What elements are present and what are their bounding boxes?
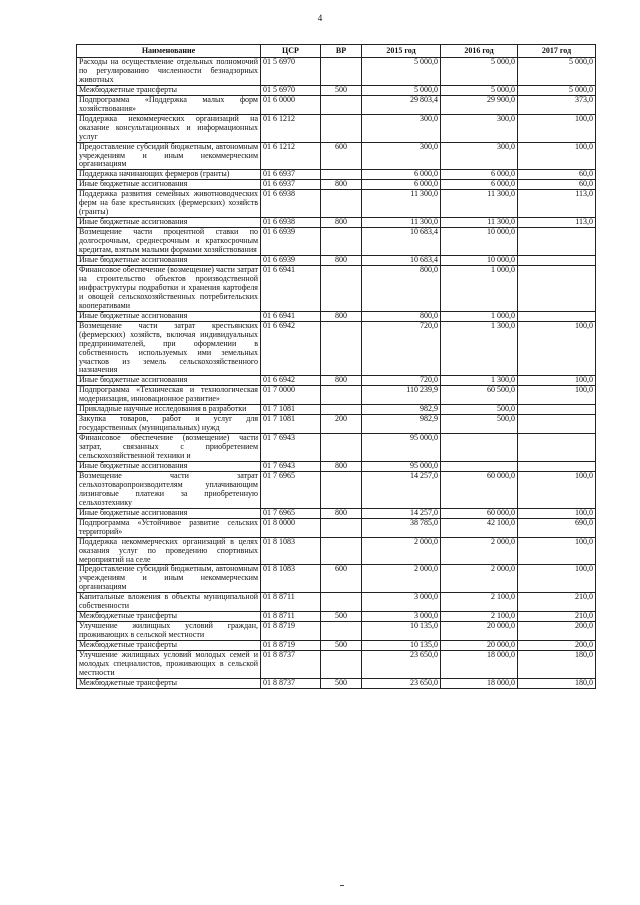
cell-2015: 3 000,0 <box>362 612 441 622</box>
cell-2017: 180,0 <box>518 651 596 679</box>
cell-2015: 6 000,0 <box>362 170 441 180</box>
cell-2015: 300,0 <box>362 114 441 142</box>
cell-name: Возмещение части процентной ставки по долгосрочным, среднесрочным и краткосрочным кредитам, взятым малыми формами хозяйствования <box>77 228 261 256</box>
table-row <box>77 376 596 386</box>
table-row <box>77 565 596 593</box>
cell-vr: 200 <box>321 415 362 434</box>
cell-name: Предоставление субсидий бюджетным, автономным учреждениям и иным некоммерческим организациям <box>77 565 261 593</box>
cell-2015: 110 239,9 <box>362 386 441 405</box>
cell-name: Капитальные вложения в объекты муниципальной собственности <box>77 593 261 612</box>
cell-2015: 6 000,0 <box>362 180 441 190</box>
table-row <box>77 218 596 228</box>
table-row <box>77 405 596 415</box>
cell-2017 <box>518 228 596 256</box>
cell-2017 <box>518 434 596 462</box>
cell-2015: 5 000,0 <box>362 58 441 86</box>
table-row <box>77 321 596 376</box>
cell-2016: 10 000,0 <box>441 256 518 266</box>
table-header-row <box>77 45 596 58</box>
cell-name: Предоставление субсидий бюджетным, автономным учреждениям и иным некоммерческим организациям <box>77 142 261 170</box>
header-vr: ВР <box>321 45 362 58</box>
cell-vr <box>321 170 362 180</box>
cell-csr: 01 6 0000 <box>261 95 321 114</box>
cell-csr: 01 8 0000 <box>261 518 321 537</box>
cell-csr: 01 7 1081 <box>261 415 321 434</box>
cell-csr: 01 6 6938 <box>261 218 321 228</box>
cell-2016: 60 500,0 <box>441 386 518 405</box>
cell-2015: 2 000,0 <box>362 537 441 565</box>
table-row <box>77 142 596 170</box>
cell-vr <box>321 518 362 537</box>
cell-2017: 100,0 <box>518 565 596 593</box>
cell-2017: 373,0 <box>518 95 596 114</box>
cell-csr: 01 7 6943 <box>261 434 321 462</box>
cell-2015: 10 135,0 <box>362 641 441 651</box>
cell-2017: 100,0 <box>518 376 596 386</box>
cell-vr <box>321 622 362 641</box>
cell-2016: 300,0 <box>441 114 518 142</box>
cell-2015: 29 803,4 <box>362 95 441 114</box>
cell-2017: 180,0 <box>518 678 596 688</box>
cell-2016: 500,0 <box>441 405 518 415</box>
cell-vr: 600 <box>321 565 362 593</box>
cell-2017 <box>518 265 596 311</box>
cell-name: Поддержка развития семейных животноводческих ферм на базе крестьянских (фермерских) хозяйств (гранты) <box>77 190 261 218</box>
cell-name: Возмещение части затрат крестьянских (фермерских) хозяйств, включая индивидуальных предпринимателей, при оформлении в собственность используемых ими земельных участков из земель сельскохозяйственного назначения <box>77 321 261 376</box>
cell-csr: 01 6 6939 <box>261 228 321 256</box>
cell-csr: 01 7 6965 <box>261 471 321 508</box>
cell-2015: 11 300,0 <box>362 218 441 228</box>
cell-csr: 01 5 6970 <box>261 85 321 95</box>
cell-2015: 720,0 <box>362 321 441 376</box>
cell-name: Межбюджетные трансферты <box>77 641 261 651</box>
cell-2016: 2 100,0 <box>441 593 518 612</box>
cell-vr <box>321 95 362 114</box>
cell-name: Подпрограмма «Поддержка малых форм хозяйствования» <box>77 95 261 114</box>
cell-2017 <box>518 256 596 266</box>
cell-2015: 800,0 <box>362 265 441 311</box>
cell-vr <box>321 471 362 508</box>
cell-2015: 5 000,0 <box>362 85 441 95</box>
cell-vr <box>321 228 362 256</box>
cell-vr <box>321 265 362 311</box>
cell-name: Возмещение части затрат сельхозтоваропроизводителям уплачивающим лизинговые платежи за приобретенную сельхозтехнику <box>77 471 261 508</box>
cell-2015: 10 683,4 <box>362 228 441 256</box>
table-row <box>77 434 596 462</box>
table-row <box>77 537 596 565</box>
cell-2016: 500,0 <box>441 415 518 434</box>
cell-2016: 2 100,0 <box>441 612 518 622</box>
cell-2016: 20 000,0 <box>441 641 518 651</box>
table-body <box>77 58 596 689</box>
cell-name: Иные бюджетные ассигнования <box>77 376 261 386</box>
cell-2016: 1 300,0 <box>441 321 518 376</box>
cell-2016: 11 300,0 <box>441 190 518 218</box>
cell-2017: 100,0 <box>518 471 596 508</box>
cell-name: Улучшение жилищных условий граждан, проживающих в сельской местности <box>77 622 261 641</box>
cell-vr: 800 <box>321 256 362 266</box>
cell-2015: 800,0 <box>362 311 441 321</box>
cell-csr: 01 6 1212 <box>261 142 321 170</box>
cell-name: Финансовое обеспечение (возмещение) части затрат на строительство объектов производственной инфраструктуры подработки и хранения картофеля и овощей сельскохозяйственных потребительских кооперативами <box>77 265 261 311</box>
cell-2017 <box>518 405 596 415</box>
cell-2017: 100,0 <box>518 508 596 518</box>
cell-name: Подпрограмма «Техническая и технологическая модернизация, инновационное развитие» <box>77 386 261 405</box>
cell-2016: 18 000,0 <box>441 678 518 688</box>
cell-2016: 5 000,0 <box>441 58 518 86</box>
cell-name: Расходы на осуществление отдельных полномочий по регулированию численности безнадзорных животных <box>77 58 261 86</box>
cell-2016: 1 000,0 <box>441 311 518 321</box>
cell-2016: 300,0 <box>441 142 518 170</box>
cell-2017: 210,0 <box>518 612 596 622</box>
cell-name: Закупка товаров, работ и услуг для государственных (муниципальных) нужд <box>77 415 261 434</box>
cell-2017: 5 000,0 <box>518 58 596 86</box>
cell-name: Поддержка начинающих фермеров (гранты) <box>77 170 261 180</box>
cell-vr <box>321 321 362 376</box>
table-row <box>77 311 596 321</box>
table-row <box>77 508 596 518</box>
cell-csr: 01 6 6941 <box>261 311 321 321</box>
cell-2016 <box>441 461 518 471</box>
cell-vr: 500 <box>321 641 362 651</box>
cell-name: Иные бюджетные ассигнования <box>77 311 261 321</box>
cell-2016: 1 300,0 <box>441 376 518 386</box>
cell-2016: 60 000,0 <box>441 508 518 518</box>
cell-2017: 100,0 <box>518 114 596 142</box>
cell-vr: 500 <box>321 612 362 622</box>
cell-2015: 2 000,0 <box>362 565 441 593</box>
cell-2017: 200,0 <box>518 622 596 641</box>
cell-2015: 720,0 <box>362 376 441 386</box>
table-row <box>77 265 596 311</box>
cell-name: Межбюджетные трансферты <box>77 612 261 622</box>
cell-2016: 1 000,0 <box>441 265 518 311</box>
table-row <box>77 170 596 180</box>
cell-name: Иные бюджетные ассигнования <box>77 218 261 228</box>
table-row <box>77 518 596 537</box>
cell-2017: 60,0 <box>518 170 596 180</box>
table-row <box>77 58 596 86</box>
cell-name: Иные бюджетные ассигнования <box>77 461 261 471</box>
cell-name: Прикладные научные исследования в разработки <box>77 405 261 415</box>
cell-csr: 01 6 6941 <box>261 265 321 311</box>
cell-2017 <box>518 415 596 434</box>
cell-name: Иные бюджетные ассигнования <box>77 256 261 266</box>
cell-2015: 23 650,0 <box>362 678 441 688</box>
table-row <box>77 415 596 434</box>
cell-csr: 01 6 6939 <box>261 256 321 266</box>
cell-vr: 800 <box>321 376 362 386</box>
budget-table <box>76 44 596 689</box>
cell-csr: 01 8 8711 <box>261 612 321 622</box>
cell-csr: 01 6 6937 <box>261 180 321 190</box>
cell-name: Иные бюджетные ассигнования <box>77 180 261 190</box>
cell-2017: 210,0 <box>518 593 596 612</box>
cell-2016: 10 000,0 <box>441 228 518 256</box>
cell-csr: 01 6 6942 <box>261 321 321 376</box>
cell-2015: 14 257,0 <box>362 508 441 518</box>
cell-2015: 38 785,0 <box>362 518 441 537</box>
cell-2017 <box>518 311 596 321</box>
cell-2015: 10 135,0 <box>362 622 441 641</box>
cell-2016: 18 000,0 <box>441 651 518 679</box>
cell-vr: 800 <box>321 311 362 321</box>
table-row <box>77 95 596 114</box>
cell-2015: 95 000,0 <box>362 461 441 471</box>
cell-2016: 6 000,0 <box>441 170 518 180</box>
cell-2016: 60 000,0 <box>441 471 518 508</box>
table-row <box>77 386 596 405</box>
cell-2015: 10 683,4 <box>362 256 441 266</box>
cell-2017: 100,0 <box>518 142 596 170</box>
header-name: Наименование <box>77 45 261 58</box>
cell-vr <box>321 593 362 612</box>
cell-name: Поддержка некоммерческих организаций на оказание консультационных и информационных услуг <box>77 114 261 142</box>
cell-name: Финансовое обеспечение (возмещение) части затрат, связанных с приобретением сельскохозяйственной техники и <box>77 434 261 462</box>
table-row <box>77 593 596 612</box>
cell-vr <box>321 386 362 405</box>
cell-csr: 01 8 1083 <box>261 565 321 593</box>
cell-2015: 23 650,0 <box>362 651 441 679</box>
cell-2017: 5 000,0 <box>518 85 596 95</box>
cell-csr: 01 8 8719 <box>261 622 321 641</box>
cell-2017: 113,0 <box>518 218 596 228</box>
header-2017: 2017 год <box>518 45 596 58</box>
table-row <box>77 180 596 190</box>
cell-name: Улучшение жилищных условий молодых семей и молодых специалистов, проживающих в сельской местности <box>77 651 261 679</box>
table-row <box>77 228 596 256</box>
cell-csr: 01 6 6938 <box>261 190 321 218</box>
cell-csr: 01 6 6937 <box>261 170 321 180</box>
cell-2017: 60,0 <box>518 180 596 190</box>
table-row <box>77 85 596 95</box>
cell-2016: 29 900,0 <box>441 95 518 114</box>
cell-2017: 200,0 <box>518 641 596 651</box>
cell-csr: 01 8 8711 <box>261 593 321 612</box>
cell-vr <box>321 405 362 415</box>
pen-mark <box>340 885 344 886</box>
cell-csr: 01 8 8737 <box>261 678 321 688</box>
cell-2015: 14 257,0 <box>362 471 441 508</box>
cell-vr: 800 <box>321 508 362 518</box>
cell-name: Иные бюджетные ассигнования <box>77 508 261 518</box>
cell-csr: 01 7 0000 <box>261 386 321 405</box>
cell-2016: 2 000,0 <box>441 537 518 565</box>
cell-2015: 982,9 <box>362 405 441 415</box>
cell-vr <box>321 434 362 462</box>
cell-2017: 113,0 <box>518 190 596 218</box>
cell-2016: 2 000,0 <box>441 565 518 593</box>
cell-vr <box>321 651 362 679</box>
cell-2017: 100,0 <box>518 386 596 405</box>
cell-name: Подпрограмма «Устойчивое развитие сельских территорий» <box>77 518 261 537</box>
cell-vr <box>321 58 362 86</box>
cell-csr: 01 8 8719 <box>261 641 321 651</box>
cell-csr: 01 8 8737 <box>261 651 321 679</box>
cell-vr: 600 <box>321 142 362 170</box>
cell-vr: 500 <box>321 678 362 688</box>
table-row <box>77 622 596 641</box>
cell-vr: 500 <box>321 85 362 95</box>
cell-csr: 01 6 6942 <box>261 376 321 386</box>
cell-2016: 20 000,0 <box>441 622 518 641</box>
cell-vr <box>321 537 362 565</box>
cell-2016: 6 000,0 <box>441 180 518 190</box>
cell-2017: 100,0 <box>518 537 596 565</box>
cell-2015: 11 300,0 <box>362 190 441 218</box>
cell-vr: 800 <box>321 180 362 190</box>
cell-name: Межбюджетные трансферты <box>77 85 261 95</box>
header-csr: ЦСР <box>261 45 321 58</box>
cell-2017: 690,0 <box>518 518 596 537</box>
cell-csr: 01 7 6943 <box>261 461 321 471</box>
cell-2015: 95 000,0 <box>362 434 441 462</box>
cell-vr: 800 <box>321 461 362 471</box>
cell-2015: 300,0 <box>362 142 441 170</box>
cell-csr: 01 7 1081 <box>261 405 321 415</box>
cell-2015: 3 000,0 <box>362 593 441 612</box>
cell-csr: 01 7 6965 <box>261 508 321 518</box>
table-row <box>77 190 596 218</box>
cell-2016: 11 300,0 <box>441 218 518 228</box>
cell-name: Поддержка некоммерческих организаций в целях оказания услуг по проведению спортивных мероприятий на селе <box>77 537 261 565</box>
table-row <box>77 678 596 688</box>
table-row <box>77 612 596 622</box>
header-2015: 2015 год <box>362 45 441 58</box>
cell-2015: 982,9 <box>362 415 441 434</box>
cell-2016 <box>441 434 518 462</box>
table-row <box>77 641 596 651</box>
header-2016: 2016 год <box>441 45 518 58</box>
cell-vr: 800 <box>321 218 362 228</box>
table-row <box>77 461 596 471</box>
cell-2017 <box>518 461 596 471</box>
cell-vr <box>321 190 362 218</box>
cell-2016: 5 000,0 <box>441 85 518 95</box>
table-row <box>77 256 596 266</box>
cell-vr <box>321 114 362 142</box>
page-number: 4 <box>317 13 323 23</box>
table-row <box>77 651 596 679</box>
cell-2016: 42 100,0 <box>441 518 518 537</box>
table-row <box>77 114 596 142</box>
cell-csr: 01 6 1212 <box>261 114 321 142</box>
cell-csr: 01 5 6970 <box>261 58 321 86</box>
table-row <box>77 471 596 508</box>
cell-csr: 01 8 1083 <box>261 537 321 565</box>
cell-2017: 100,0 <box>518 321 596 376</box>
cell-name: Межбюджетные трансферты <box>77 678 261 688</box>
